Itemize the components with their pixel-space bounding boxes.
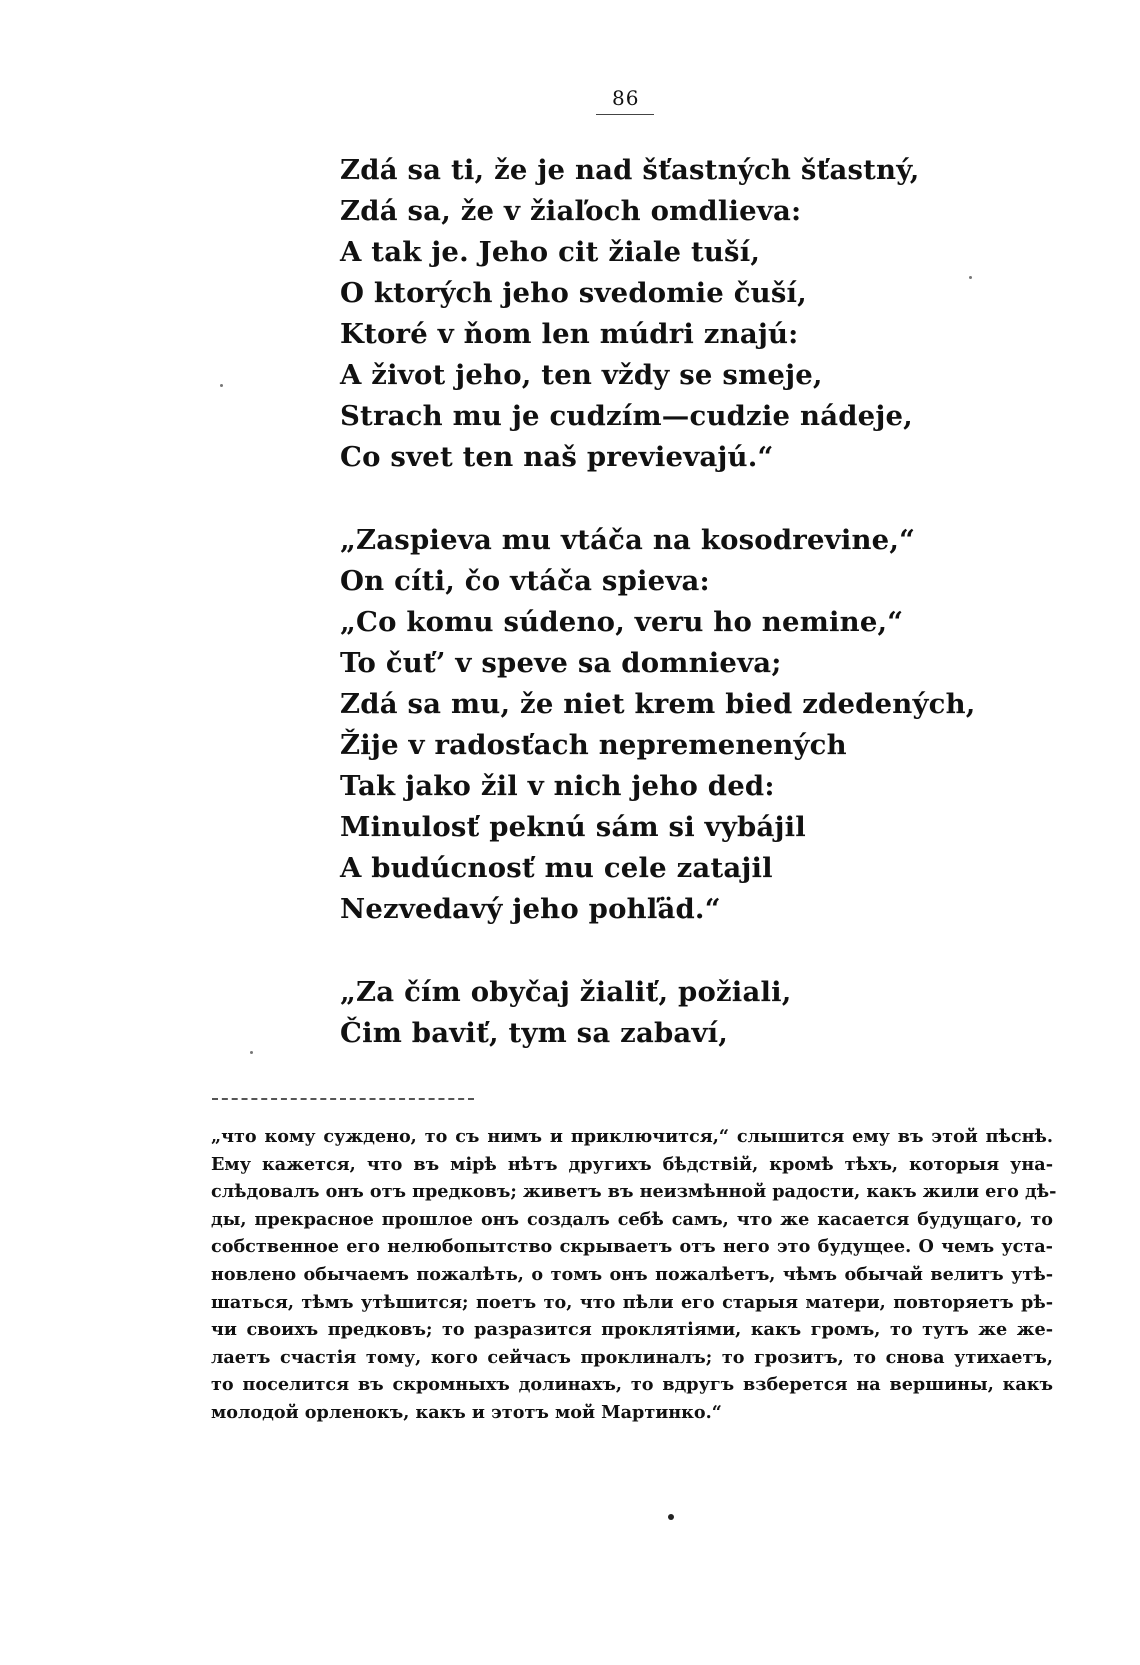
- print-speck: [250, 1051, 253, 1054]
- footnote-line: чи своихъ предковъ; то разразится проклятіями, какъ громъ, то тутъ же же-: [211, 1319, 1053, 1341]
- verse-line: Čim baviť, tym sa zabaví,: [340, 1017, 729, 1049]
- page-number: 86: [612, 86, 640, 110]
- footnote-line: шаться, тѣмъ утѣшится; поетъ то, что пѣли его старыя матери, повторяетъ рѣ-: [211, 1291, 1053, 1313]
- print-speck: [969, 276, 972, 279]
- footnote-line: лаетъ счастія тому, кого сейчасъ проклиналъ; то грозитъ, то снова утихаетъ,: [211, 1346, 1053, 1368]
- verse-line: To čuť’ v speve sa domnieva;: [340, 647, 782, 679]
- footnote-line: ды, прекрасное прошлое онъ создалъ себѣ самъ, что же касается будущаго, то: [211, 1208, 1053, 1230]
- footnote: [211, 1123, 1057, 1427]
- footnote-line: Ему кажется, что въ мірѣ нѣтъ другихъ бѣдствій, кромѣ тѣхъ, которыя уна-: [211, 1153, 1053, 1175]
- verse-line: A budúcnosť mu cele zatajil: [340, 852, 773, 884]
- verse-line: A život jeho, ten vždy se smeje,: [340, 359, 823, 391]
- verse-line: On cíti, čo vtáča spieva:: [340, 565, 710, 597]
- verse-line: Zdá sa mu, že niet krem bied zdedených,: [340, 688, 976, 720]
- verse-line: Co svet ten naš previevajú.“: [340, 441, 774, 473]
- poem-stanza-2: [340, 520, 980, 930]
- verse-line: Strach mu je cudzím—cudzie nádeje,: [340, 400, 913, 432]
- footnote-line: собственное его нелюбопытство скрываетъ отъ него это будущее. О чемъ уста-: [211, 1236, 1053, 1258]
- verse-line: „Za čím obyčaj žialiť, požiali,: [340, 976, 792, 1008]
- verse-line: Tak jako žil v nich jeho ded:: [340, 770, 775, 802]
- verse-line: A tak je. Jeho cit žiale tuší,: [340, 236, 761, 268]
- print-speck: [220, 384, 223, 387]
- verse-line: O ktorých jeho svedomie čuší,: [340, 277, 807, 309]
- footnote-separator: [212, 1098, 474, 1100]
- poem-stanza-1: [340, 150, 980, 478]
- footnote-line: то поселится въ скромныхъ долинахъ, то вдругъ взберется на вершины, какъ: [211, 1374, 1053, 1396]
- print-mark-dot: [668, 1514, 674, 1520]
- poem-stanza-3: [340, 972, 980, 1054]
- poem: [340, 150, 980, 1096]
- footnote-line: „что кому суждено, то съ нимъ и приключится,“ слышится ему въ этой пѣснѣ.: [211, 1126, 1053, 1147]
- verse-line: Žije v radosťach nepremenených: [340, 729, 847, 761]
- footnote-line: новлено обычаемъ пожалѣть, о томъ онъ пожалѣетъ, чѣмъ обычай велитъ утѣ-: [211, 1263, 1053, 1285]
- verse-line: Minulosť peknú sám si vybájil: [340, 811, 806, 843]
- footnote-line: молодой орленокъ, какъ и этотъ мой Мартинко.“: [211, 1401, 722, 1423]
- verse-line: „Zaspieva mu vtáča na kosodrevine,“: [340, 524, 916, 556]
- page-number-underline: [596, 114, 654, 115]
- verse-line: Ktoré v ňom len múdri znajú:: [340, 318, 799, 350]
- verse-line: Nezvedavý jeho pohľäd.“: [340, 893, 721, 925]
- verse-line: „Co komu súdeno, veru ho nemine,“: [340, 606, 904, 638]
- verse-line: Zdá sa, že v žiaľoch omdlieva:: [340, 195, 802, 227]
- footnote-line: слѣдовалъ онъ отъ предковъ; живетъ въ неизмѣнной радости, какъ жили его дѣ-: [211, 1181, 1057, 1203]
- verse-line: Zdá sa ti, že je nad šťastných šťastný,: [340, 154, 920, 186]
